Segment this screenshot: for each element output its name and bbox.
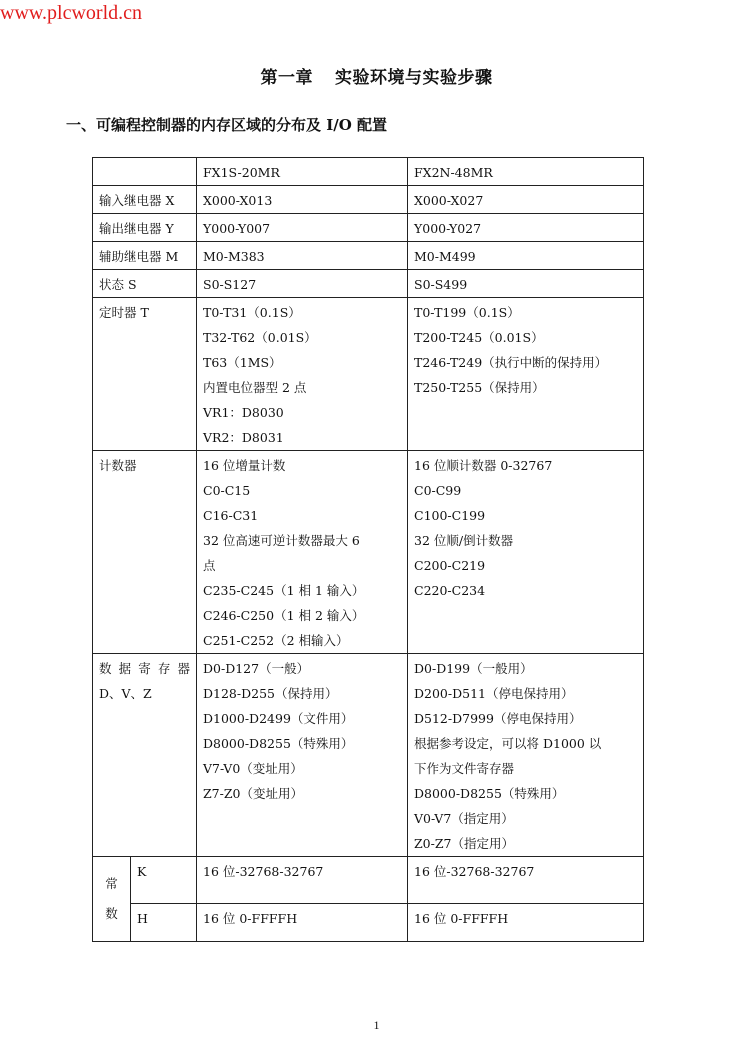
cell-line: 16 位顺计数器 0-32767 — [414, 458, 553, 473]
fx1s-cell: X000-X013 — [197, 186, 408, 214]
cell-line: C100-C199 — [414, 508, 486, 523]
cell-line: D8000-D8255（特殊用） — [203, 736, 354, 751]
cell-line: Z7-Z0（变址用） — [203, 786, 304, 801]
constants-label-line: 常 — [105, 876, 118, 891]
cell-line: 点 — [203, 558, 216, 573]
fx2n-cell — [408, 298, 644, 451]
cell-line: 根据参考设定，可以将 D1000 以 — [414, 736, 602, 751]
table-row-counter — [93, 451, 644, 654]
cell-line: 32 位顺/倒计数器 — [414, 533, 514, 548]
row-label — [93, 654, 197, 857]
section-title: 一、可编程控制器的内存区域的分布及 I/O 配置 — [66, 116, 388, 134]
row-label: 输出继电器 Y — [93, 214, 197, 242]
constants-label — [93, 857, 131, 942]
row-label: 辅助继电器 M — [93, 242, 197, 270]
cell-line: T246-T249（执行中断的保持用） — [414, 355, 608, 370]
cell-line: D128-D255（保持用） — [203, 686, 338, 701]
fx2n-cell: S0-S499 — [408, 270, 644, 298]
row-label: 计数器 — [93, 451, 197, 654]
fx2n-cell: 16 位 0-FFFFH — [408, 904, 644, 942]
watermark-url[interactable]: www.plcworld.cn — [0, 2, 143, 24]
cell-line: D0-D127（一般） — [203, 661, 310, 676]
page-number: 1 — [373, 1018, 380, 1032]
cell-line: C235-C245（1 相 1 输入） — [203, 583, 365, 598]
cell-line: T200-T245（0.01S） — [414, 330, 544, 345]
cell-line: C251-C252（2 相输入） — [203, 633, 349, 648]
row-label-line: D、V、Z — [99, 686, 152, 701]
memory-config-table — [92, 157, 644, 942]
cell-line: C200-C219 — [414, 558, 486, 573]
table-row-constant-k — [93, 857, 644, 904]
fx1s-cell: S0-S127 — [197, 270, 408, 298]
table-header-row — [93, 158, 644, 186]
cell-line: T32-T62（0.01S） — [203, 330, 317, 345]
table-row-constant-h — [93, 904, 644, 942]
header-cell-blank — [93, 158, 197, 186]
constants-label-line: 数 — [105, 906, 118, 921]
table-row-timer — [93, 298, 644, 451]
row-label-line: 数据寄存器 — [99, 661, 190, 676]
cell-line: D0-D199（一般用） — [414, 661, 533, 676]
fx1s-cell: Y000-Y007 — [197, 214, 408, 242]
header-cell-fx1s: FX1S-20MR — [197, 158, 408, 186]
row-label: 输入继电器 X — [93, 186, 197, 214]
cell-line: 32 位高速可逆计数器最大 6 — [203, 533, 360, 548]
fx1s-cell: M0-M383 — [197, 242, 408, 270]
fx1s-cell: 16 位 0-FFFFH — [197, 904, 408, 942]
constant-type-label: K — [131, 857, 197, 904]
fx2n-cell: X000-X027 — [408, 186, 644, 214]
header-cell-fx2n: FX2N-48MR — [408, 158, 644, 186]
cell-line: C16-C31 — [203, 508, 259, 523]
cell-line: VR1：D8030 — [203, 405, 284, 420]
cell-line: T250-T255（保持用） — [414, 380, 545, 395]
cell-line: C246-C250（1 相 2 输入） — [203, 608, 365, 623]
cell-line: D200-D511（停电保持用） — [414, 686, 574, 701]
cell-line: VR2：D8031 — [203, 430, 284, 445]
cell-line: 16 位增量计数 — [203, 458, 286, 473]
chapter-heading — [0, 63, 753, 88]
table-row — [93, 214, 644, 242]
cell-line: V7-V0（变址用） — [203, 761, 303, 776]
fx1s-cell — [197, 654, 408, 857]
fx2n-cell: 16 位-32768-32767 — [408, 857, 644, 904]
cell-line: Z0-Z7（指定用） — [414, 836, 515, 851]
fx1s-cell — [197, 298, 408, 451]
row-label: 定时器 T — [93, 298, 197, 451]
table-row-data-register — [93, 654, 644, 857]
cell-line: C220-C234 — [414, 583, 486, 598]
constant-type-label: H — [131, 904, 197, 942]
cell-line: T0-T31（0.1S） — [203, 305, 301, 320]
row-label: 状态 S — [93, 270, 197, 298]
cell-line: C0-C15 — [203, 483, 251, 498]
fx1s-cell: 16 位-32768-32767 — [197, 857, 408, 904]
fx2n-cell: M0-M499 — [408, 242, 644, 270]
cell-line: T0-T199（0.1S） — [414, 305, 520, 320]
fx2n-cell — [408, 654, 644, 857]
cell-line: T63（1MS） — [203, 355, 282, 370]
cell-line: C0-C99 — [414, 483, 462, 498]
table-row — [93, 186, 644, 214]
cell-line: V0-V7（指定用） — [414, 811, 514, 826]
cell-line: D512-D7999（停电保持用） — [414, 711, 582, 726]
chapter-title: 实验环境与实验步骤 — [335, 68, 493, 88]
table-row — [93, 270, 644, 298]
table-row — [93, 242, 644, 270]
fx1s-cell — [197, 451, 408, 654]
fx2n-cell: Y000-Y027 — [408, 214, 644, 242]
cell-line: D8000-D8255（特殊用） — [414, 786, 565, 801]
cell-line: 内置电位器型 2 点 — [203, 380, 307, 395]
cell-line: 下作为文件寄存器 — [414, 761, 515, 776]
chapter-number: 第一章 — [260, 68, 313, 88]
cell-line: D1000-D2499（文件用） — [203, 711, 354, 726]
fx2n-cell — [408, 451, 644, 654]
